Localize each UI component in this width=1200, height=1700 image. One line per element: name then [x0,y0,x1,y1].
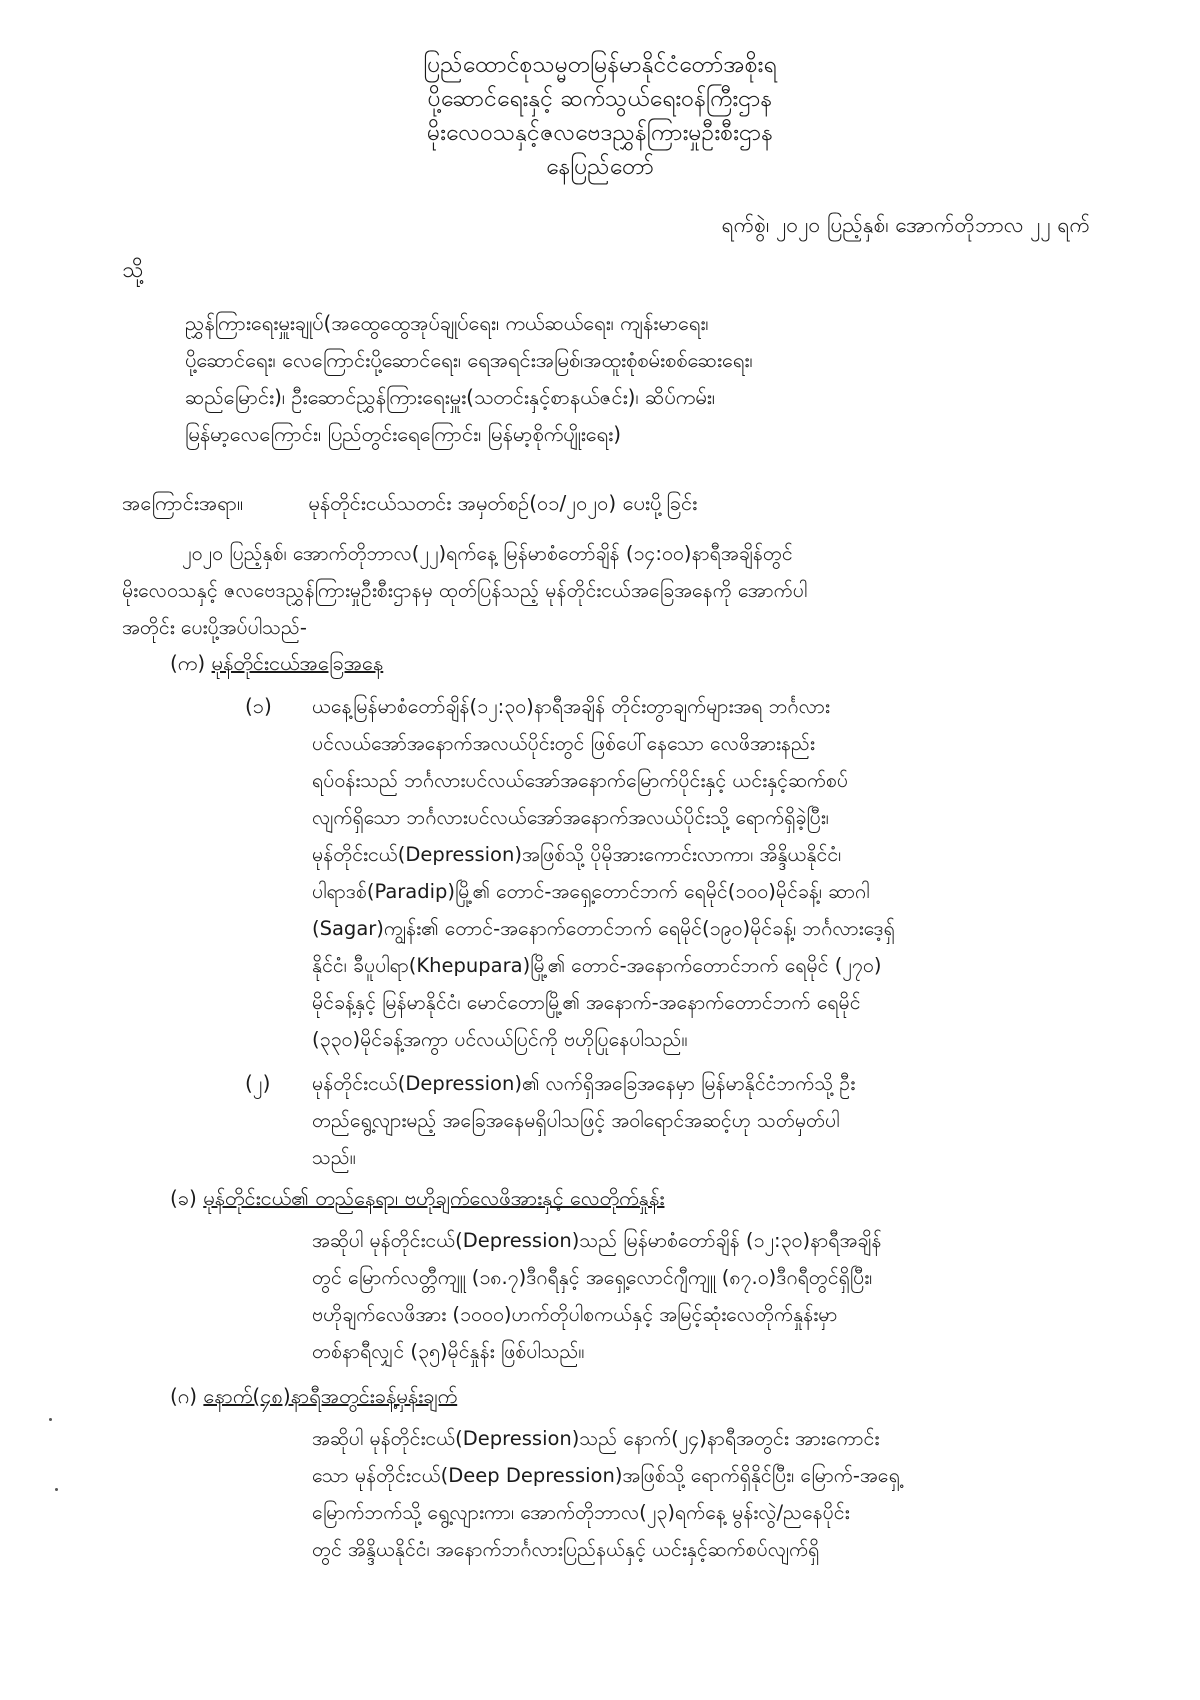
letterhead-line-government: ပြည်ထောင်စုသမ္မတမြန်မာနိုင်ငံတော်အစိုးရ [423,52,777,78]
subject-line [122,490,1082,520]
recipients-block [185,305,1085,453]
intro-line: ၂၀၂၀ ပြည့်နှစ်၊ အောက်တိုဘာလ(၂၂)ရက်နေ့ မြန်မာစံတော်ချိန် (၁၄:၀၀)နာရီအချိန်တွင် [182,542,793,565]
section-b-line: ဗဟိုချက်လေဖိအား (၁၀၀၀)ဟက်တိုပါစကယ်နှင့် အမြင့်ဆုံးလေတိုက်နှုန်းမှာ [312,1303,838,1326]
section-a-heading [170,650,383,680]
item-2-text [312,1065,1092,1176]
item-1-line: (၃၃၀)မိုင်ခန့်အကွာ ပင်လယ်ပြင်ကို ဗဟိုပြုနေပါသည်။ [312,1028,688,1051]
item-1-line: (Sagar)ကျွန်း၏ တောင်-အနောက်တောင်ဘက် ရေမိုင်(၁၉၀)မိုင်ခန့်၊ ဘင်္ဂလားဒေ့ရှ် [312,917,895,940]
section-c-line: အဆိုပါ မုန်တိုင်းငယ်(Depression)သည် နောက်(၂၄)နာရီအတွင်း အားကောင်း [312,1427,880,1450]
intro-line: အတိုင်း ပေးပို့အပ်ပါသည်- [122,616,307,639]
scan-speck [55,1488,58,1491]
subject-text: မုန်တိုင်းငယ်သတင်း အမှတ်စဉ်(၀၁/၂၀၂၀) ပေးပို့ခြင်း [308,491,698,515]
item-1-line: ယနေ့မြန်မာစံတော်ချိန်(၁၂:၃၀)နာရီအချိန် တိုင်းတွာချက်များအရ ဘင်္ဂလား [312,695,830,718]
section-b-title: မုန်တိုင်းငယ်၏ တည်နေရာ၊ ဗဟိုချက်လေဖိအားနှင့် လေတိုက်နှုန်း [203,1186,665,1210]
item-2-line: သည်။ [312,1146,356,1169]
section-b-line: အဆိုပါ မုန်တိုင်းငယ်(Depression)သည် မြန်မာစံတော်ချိန် (၁၂:၃၀)နာရီအချိန် [312,1229,882,1252]
section-b-line: တွင် မြောက်လတ္တီကျူ (၁၈.၇)ဒီဂရီနှင့် အရှေ့လောင်ဂျီကျူ (၈၇.၀)ဒီဂရီတွင်ရှိပြီး၊ [312,1266,873,1289]
scan-speck [49,1418,52,1421]
intro-paragraph [122,535,1082,646]
letterhead [0,48,1200,184]
section-b-text [312,1222,1092,1370]
section-c-line: မြောက်ဘက်သို့ ရွေ့လျားကာ၊ အောက်တိုဘာလ(၂၃)ရက်နေ့ မွန်းလွဲ/ညနေပိုင်း [312,1501,850,1524]
item-2-line: တည်ရွေ့လျားမည့် အခြေအနေမရှိပါသဖြင့် အဝါရောင်အဆင့်ဟု သတ်မှတ်ပါ [312,1109,840,1132]
recipient-line: ပို့ဆောင်ရေး၊ လေကြောင်းပို့ဆောင်ရေး၊ ရေအရင်းအမြစ်၊အထူးစုံစမ်းစစ်ဆေးရေး၊ [185,348,753,372]
recipient-line: ညွှန်ကြားရေးမှူးချုပ်(အထွေထွေအုပ်ချုပ်ရေး၊ ကယ်ဆယ်ရေး၊ ကျန်းမာရေး၊ [185,311,709,335]
section-b-marker: (ခ) [170,1186,197,1210]
section-b-line: တစ်နာရီလျှင် (၃၅)မိုင်နှုန်း ဖြစ်ပါသည်။ [312,1340,585,1363]
section-c-line: တွင် အိန္ဒိယနိုင်ငံ၊ အနောက်ဘင်္ဂလားပြည်နယ်နှင့် ယင်းနှင့်ဆက်စပ်လျက်ရှိ [312,1538,820,1561]
recipient-line: ဆည်မြောင်း)၊ ဦးဆောင်ညွှန်ကြားရေးမှူး(သတင်းနှင့်စာနယ်ဇင်း)၊ ဆိပ်ကမ်း၊ [185,385,715,409]
item-1-line: နိုင်ငံ၊ ခီပူပါရာ(Khepupara)မြို့၏ တောင်-အနောက်တောင်ဘက် ရေမိုင် (၂၇၀) [312,954,882,977]
section-c-line: သော မုန်တိုင်းငယ်(Deep Depression)အဖြစ်သို့ ရောက်ရှိနိုင်ပြီး၊ မြောက်-အရှေ့ [312,1464,900,1487]
section-a-title: မုန်တိုင်းငယ်အခြေအနေ [211,651,384,675]
item-1-line: လျက်ရှိသော ဘင်္ဂလားပင်လယ်အော်အနောက်အလယ်ပိုင်းသို့ ရောက်ရှိခဲ့ပြီး၊ [312,806,829,829]
letterhead-line-department: မိုးလေဝသနှင့်ဇလဗေဒညွှန်ကြားမှုဦးစီးဌာန [426,120,774,146]
item-1-line: မုန်တိုင်းငယ်(Depression)အဖြစ်သို့ ပိုမိုအားကောင်းလာကာ၊ အိန္ဒိယနိုင်ငံ၊ [312,843,842,866]
letter-date: ရက်စွဲ၊ ၂၀၂၀ ပြည့်နှစ်၊ အောက်တိုဘာလ ၂၂ ရက် [721,213,1090,237]
letterhead-line-ministry: ပို့ဆောင်ရေးနှင့် ဆက်သွယ်ရေးဝန်ကြီးဌာန [427,86,773,112]
item-1-line: ပါရာဒစ်(Paradip)မြို့၏ တောင်-အရှေ့တောင်ဘက် ရေမိုင်(၁၀၀)မိုင်ခန့်၊ ဆာဂါ [312,880,870,903]
section-c-marker: (ဂ) [170,1384,198,1408]
recipient-line: မြန်မာ့လေကြောင်း၊ ပြည်တွင်းရေကြောင်း၊ မြန်မာ့စိုက်ပျိုးရေး) [185,422,622,446]
letterhead-line-city: နေပြည်တော် [546,154,654,180]
section-c-heading [170,1383,457,1413]
section-b-heading [170,1185,664,1215]
intro-line: မိုးလေဝသနှင့် ဇလဗေဒညွှန်ကြားမှုဦးစီးဌာနမှ ထုတ်ပြန်သည့် မုန်တိုင်းငယ်အခြေအနေကို အောက်ပါ [122,579,808,602]
subject-label: အကြောင်းအရာ။ [122,491,244,515]
to-label: သို့ [122,258,144,283]
item-1-text [312,688,1092,1058]
item-1-line: ရပ်ဝန်းသည် ဘင်္ဂလားပင်လယ်အော်အနောက်မြောက်ပိုင်းနှင့် ယင်းနှင့်ဆက်စပ် [312,769,849,792]
item-1-number: (၁) [245,694,272,718]
item-1-line: မိုင်ခန့်နှင့် မြန်မာနိုင်ငံ၊ မောင်တောမြို့၏ အနောက်-အနောက်တောင်ဘက် ရေမိုင် [312,991,861,1014]
section-a-marker: (က) [170,651,206,675]
item-2-line: မုန်တိုင်းငယ်(Depression)၏ လက်ရှိအခြေအနေမှာ မြန်မာနိုင်ငံဘက်သို့ ဦး [312,1072,856,1095]
item-1-line: ပင်လယ်အော်အနောက်အလယ်ပိုင်းတွင် ဖြစ်ပေါ်နေသော လေဖိအားနည်း [312,732,815,755]
item-2-number: (၂) [245,1071,271,1095]
section-c-text [312,1420,1092,1568]
section-c-title: နောက်(၄၈)နာရီအတွင်းခန့်မှန်းချက် [203,1384,458,1408]
